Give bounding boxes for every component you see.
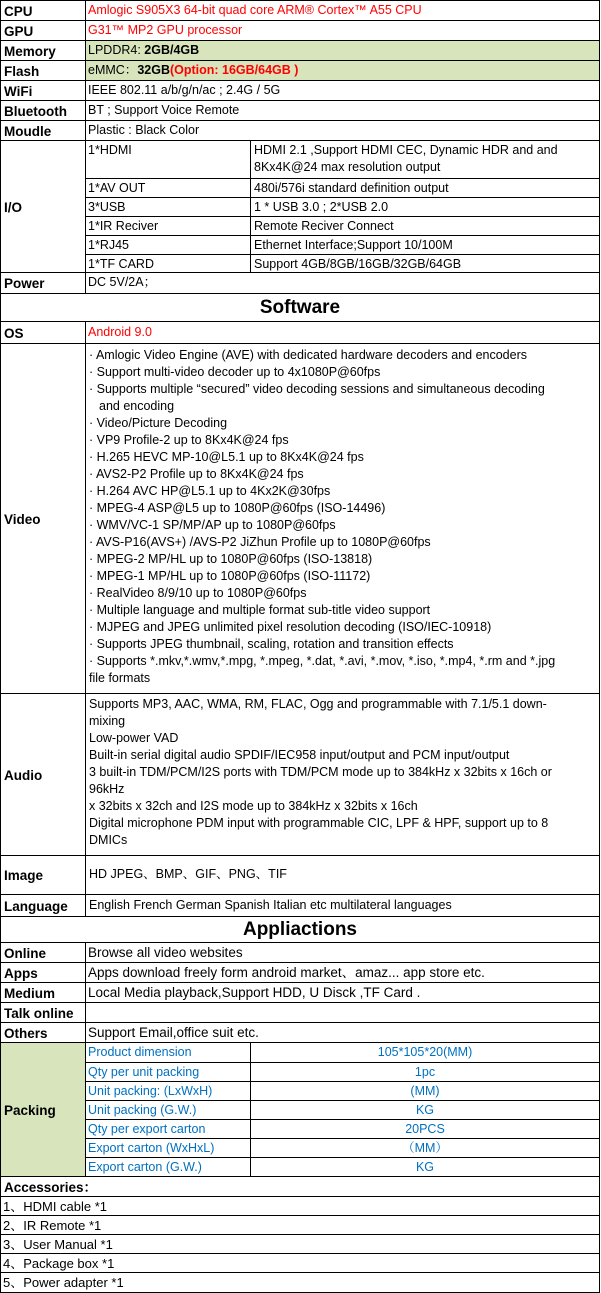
power-label: Power [0, 272, 85, 293]
online-label: Online [0, 942, 85, 962]
image-label: Image [0, 855, 85, 894]
packing-value: KG [415, 1103, 435, 1117]
apps-label: Apps [0, 962, 85, 982]
video-feature-line: · Supports multiple “secured” video decoding sessions and simultaneous decoding [89, 382, 545, 396]
row-packing [0, 1042, 600, 1176]
online-value: Browse all video websites [85, 942, 600, 962]
packing-value: KG [415, 1160, 435, 1174]
audio-feature-line: Low-power VAD [89, 731, 179, 745]
io-name: 1*TF CARD [86, 255, 251, 272]
packing-row [86, 1157, 599, 1176]
audio-feature-line: DMICs [89, 833, 128, 847]
language-value: English French German Spanish Italian etc multilateral languages [85, 894, 600, 916]
row-software-header [0, 293, 600, 321]
video-feature-line: · MPEG-2 MP/HL up to 1080P@60fps (ISO-13818) [89, 552, 373, 566]
video-feature-line: · Video/Picture Decoding [89, 416, 228, 430]
row-gpu [0, 20, 600, 40]
wifi-value: IEEE 802.11 a/b/g/n/ac ; 2.4G / 5G [85, 80, 600, 100]
video-feature-line: · WMV/VC-1 SP/MP/AP up to 1080P@60fps [89, 518, 336, 532]
audio-feature-line: 3 built-in TDM/PCM/I2S ports with TDM/PCM mode up to 384kHz x 32bits x 16ch or [89, 765, 552, 779]
row-bluetooth [0, 100, 600, 120]
io-row-rj45 [86, 235, 599, 254]
accessory-item: 1、HDMI cable *1 [0, 1196, 600, 1215]
row-accessory [0, 1234, 600, 1253]
packing-name: Qty per export carton [86, 1120, 251, 1138]
audio-label: Audio [0, 693, 85, 855]
flash-option: (Option: 16GB/64GB ) [169, 63, 299, 77]
packing-row [86, 1062, 599, 1081]
accessory-item: 3、User Manual *1 [0, 1234, 600, 1253]
gpu-label: GPU [0, 20, 85, 40]
row-audio [0, 693, 600, 855]
packing-name: Export carton (G.W.) [86, 1158, 251, 1176]
row-language [0, 894, 600, 916]
medium-value: Local Media playback,Support HDD, U Disck ,TF Card . [85, 982, 600, 1002]
cpu-label: CPU [0, 0, 85, 20]
packing-row [86, 1043, 599, 1062]
io-name: 3*USB [86, 198, 251, 216]
io-row-usb [86, 197, 599, 216]
os-value: Android 9.0 [85, 321, 600, 343]
row-image [0, 855, 600, 894]
packing-value: 20PCS [405, 1122, 445, 1136]
medium-label: Medium [0, 982, 85, 1002]
io-table [85, 140, 600, 272]
video-feature-line: · Support multi-video decoder up to 4x1080P@60fps [89, 365, 381, 379]
video-feature-line: · H.265 HEVC MP-10@L5.1 up to 8Kx4K@24 fps [89, 450, 364, 464]
video-feature-line: · Multiple language and multiple format sub-title video support [89, 603, 431, 617]
io-row-av [86, 178, 599, 197]
packing-row [86, 1081, 599, 1100]
flash-value [85, 60, 600, 80]
io-desc [251, 141, 599, 178]
packing-table [85, 1042, 600, 1176]
row-accessory [0, 1215, 600, 1234]
gpu-value: G31™ MP2 GPU processor [85, 20, 600, 40]
packing-name: Export carton (WxHxL) [86, 1139, 251, 1157]
video-feature-line: · AVS2-P2 Profile up to 8Kx4K@24 fps [89, 467, 304, 481]
language-label: Language [0, 894, 85, 916]
row-moudle [0, 120, 600, 140]
io-desc-line: HDMI 2.1 ,Support HDMI CEC, Dynamic HDR and and [254, 143, 558, 157]
row-memory [0, 40, 600, 60]
packing-row [86, 1119, 599, 1138]
memory-value [85, 40, 600, 60]
row-others [0, 1022, 600, 1042]
video-feature-line: · Amlogic Video Engine (AVE) with dedicated hardware decoders and encoders [89, 348, 527, 362]
video-feature-line: · H.264 AVC HP@L5.1 up to 4Kx2K@30fps [89, 484, 331, 498]
io-desc: Ethernet Interface;Support 10/100M [254, 238, 453, 252]
packing-value: 1pc [414, 1065, 436, 1079]
image-value: HD JPEG、BMP、GIF、PNG、TIF [85, 855, 600, 894]
software-title: Software [0, 293, 600, 321]
wifi-label: WiFi [0, 80, 85, 100]
flash-prefix: eMMC： [88, 63, 138, 77]
audio-feature-line: Built-in serial digital audio SPDIF/IEC958 input/output and PCM input/output [89, 748, 510, 762]
flash-label: Flash [0, 60, 85, 80]
memory-size: 2GB/4GB [144, 43, 200, 57]
io-name: 1*AV OUT [86, 179, 251, 197]
io-row-ir [86, 216, 599, 235]
accessory-item: 2、IR Remote *1 [0, 1215, 600, 1234]
row-os [0, 321, 600, 343]
io-name: 1*IR Reciver [86, 217, 251, 235]
packing-row [86, 1100, 599, 1119]
memory-prefix: LPDDR4: [88, 43, 145, 57]
memory-label: Memory [0, 40, 85, 60]
io-desc: Remote Reciver Connect [254, 219, 394, 233]
talk-online-label: Talk online [0, 1002, 85, 1022]
video-feature-line: · MJPEG and JPEG unlimited pixel resolution decoding (ISO/IEC-10918) [89, 620, 492, 634]
others-value: Support Email,office suit etc. [85, 1022, 600, 1042]
video-feature-line: · Supports JPEG thumbnail, scaling, rotation and transition effects [89, 637, 454, 651]
row-accessory [0, 1253, 600, 1272]
accessories-title: Accessories： [0, 1176, 600, 1196]
applications-title: Appliactions [0, 916, 600, 942]
packing-value: （MM） [402, 1141, 448, 1155]
packing-label: Packing [0, 1042, 85, 1176]
row-io [0, 140, 600, 272]
packing-name: Qty per unit packing [86, 1063, 251, 1081]
row-video [0, 343, 600, 693]
audio-features [85, 693, 600, 855]
audio-feature-line: x 32bits x 32ch and I2S mode up to 384kHz x 32bits x 16ch [89, 799, 418, 813]
io-desc: 480i/576i standard definition output [254, 181, 449, 195]
io-desc-line: 8Kx4K@24 max resolution output [254, 160, 441, 174]
packing-name: Product dimension [86, 1043, 251, 1062]
video-label: Video [0, 343, 85, 693]
video-feature-line: · Supports *.mkv,*.wmv,*.mpg, *.mpeg, *.dat, *.avi, *.mov, *.iso, *.mp4, *.rm and *.jpg [89, 654, 556, 668]
packing-name: Unit packing: (LxWxH) [86, 1082, 251, 1100]
io-name: 1*HDMI [86, 141, 251, 178]
os-label: OS [0, 321, 85, 343]
row-accessories-header [0, 1176, 600, 1196]
flash-size: 32GB [137, 63, 170, 77]
others-label: Others [0, 1022, 85, 1042]
io-row-hdmi [86, 141, 599, 178]
video-features [85, 343, 600, 693]
row-applications-header [0, 916, 600, 942]
audio-feature-line: Supports MP3, AAC, WMA, RM, FLAC, Ogg and programmable with 7.1/5.1 down- [89, 697, 547, 711]
audio-feature-line: mixing [89, 714, 126, 728]
row-flash [0, 60, 600, 80]
row-medium [0, 982, 600, 1002]
bluetooth-label: Bluetooth [0, 100, 85, 120]
row-accessory [0, 1272, 600, 1292]
accessory-item: 4、Package box *1 [0, 1253, 600, 1272]
row-cpu [0, 0, 600, 20]
accessory-item: 5、Power adapter *1 [0, 1272, 600, 1292]
packing-value: (MM) [410, 1084, 440, 1098]
audio-feature-line: 96kHz [89, 782, 125, 796]
packing-row [86, 1138, 599, 1157]
row-apps [0, 962, 600, 982]
io-name: 1*RJ45 [86, 236, 251, 254]
bluetooth-value: BT ; Support Voice Remote [85, 100, 600, 120]
talk-online-value [85, 1002, 600, 1022]
power-value: DC 5V/2A； [85, 272, 600, 293]
io-desc: 1 * USB 3.0 ; 2*USB 2.0 [254, 200, 389, 214]
apps-value: Apps download freely form android market、amaz... app store etc. [85, 962, 600, 982]
video-feature-line: · MPEG-4 ASP@L5 up to 1080P@60fps (ISO-14496) [89, 501, 386, 515]
moudle-label: Moudle [0, 120, 85, 140]
video-feature-line: · AVS-P16(AVS+) /AVS-P2 JiZhun Profile up to 1080P@60fps [89, 535, 431, 549]
video-feature-line: · VP9 Profile-2 up to 8Kx4K@24 fps [89, 433, 289, 447]
io-desc: Support 4GB/8GB/16GB/32GB/64GB [254, 257, 462, 271]
video-feature-line: and encoding [99, 399, 175, 413]
row-online [0, 942, 600, 962]
row-wifi [0, 80, 600, 100]
row-power [0, 272, 600, 293]
video-feature-line: · RealVideo 8/9/10 up to 1080P@60fps [89, 586, 307, 600]
packing-value: 105*105*20(MM) [377, 1045, 473, 1059]
moudle-value: Plastic : Black Color [85, 120, 600, 140]
row-talk-online [0, 1002, 600, 1022]
cpu-value: Amlogic S905X3 64-bit quad core ARM® Cortex™ A55 CPU [85, 0, 600, 20]
video-feature-line: file formats [89, 671, 151, 685]
io-row-tf [86, 254, 599, 272]
packing-name: Unit packing (G.W.) [86, 1101, 251, 1119]
io-label: I/O [0, 140, 85, 272]
video-feature-line: · MPEG-1 MP/HL up to 1080P@60fps (ISO-11172) [89, 569, 371, 583]
row-accessory [0, 1196, 600, 1215]
audio-feature-line: Digital microphone PDM input with programmable CIC, LPF & HPF, support up to 8 [89, 816, 549, 830]
